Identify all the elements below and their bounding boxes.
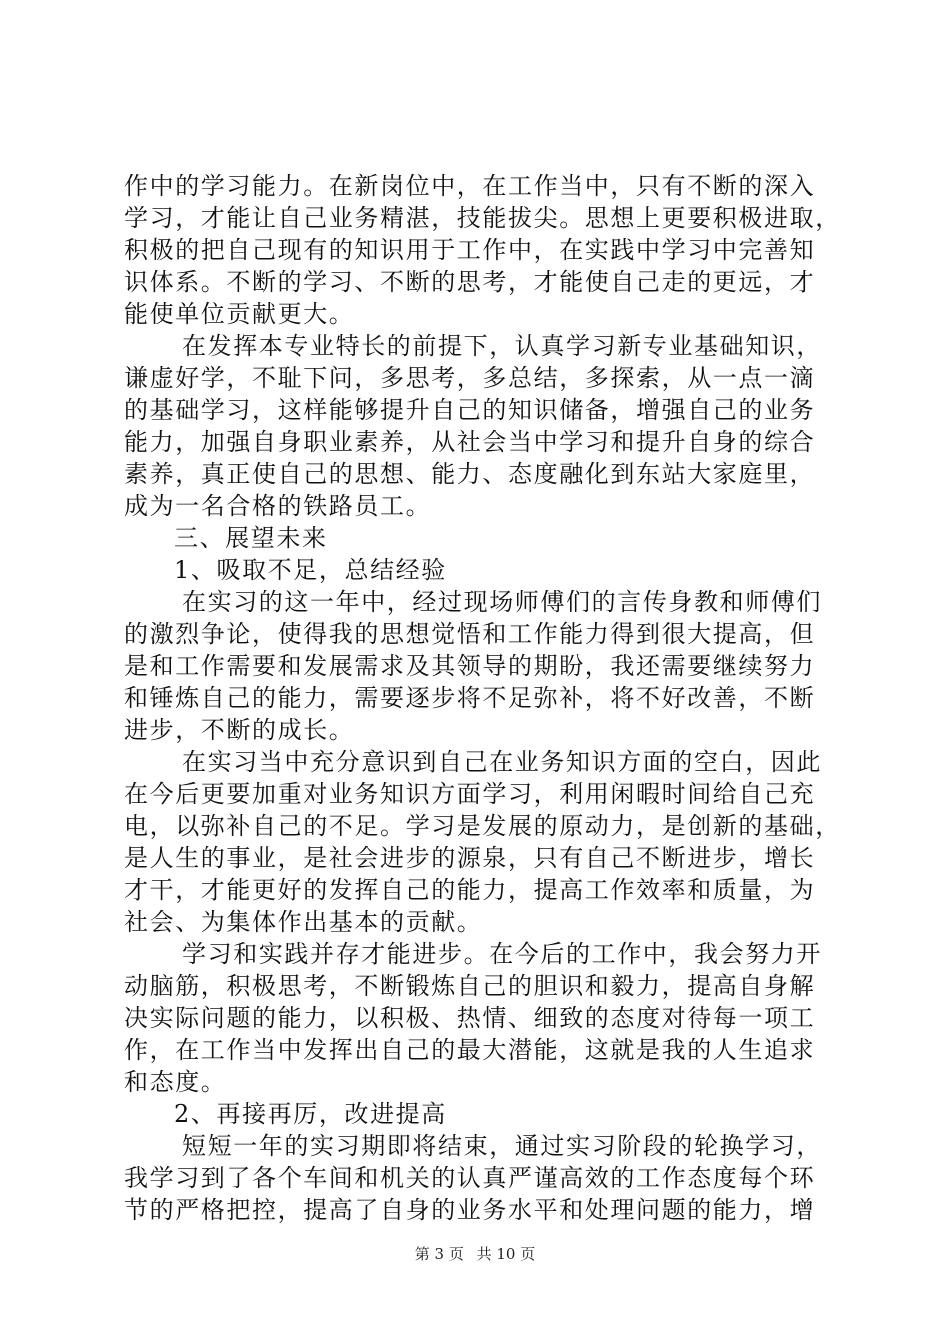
- text-line: 成为一名合格的铁路员工。: [124, 492, 432, 520]
- text-line: 短短一年的实习期即将结束，通过实习阶段的轮换学习，: [182, 1132, 822, 1160]
- page-total: 共 10 页: [476, 1245, 536, 1263]
- text-line: 作，在工作当中发挥出自己的最大潜能，这就是我的人生追求: [124, 1036, 816, 1064]
- text-line: 在实习的这一年中，经过现场师傅们的言传身教和师傅们: [182, 588, 822, 616]
- text-line: 在发挥本专业特长的前提下，认真学习新专业基础知识，: [182, 332, 822, 360]
- text-line: 进步，不断的成长。: [124, 716, 355, 744]
- text-line: 和态度。: [124, 1068, 227, 1096]
- text-line: 是和工作需要和发展需求及其领导的期盼，我还需要继续努力: [124, 652, 816, 680]
- text-line: 和锤炼自己的能力，需要逐步将不足弥补，将不好改善，不断: [124, 684, 816, 712]
- page-number: 第 3 页: [414, 1245, 464, 1263]
- text-line: 在今后更要加重对业务知识方面学习，利用闲暇时间给自己充: [124, 780, 816, 808]
- text-line: 决实际问题的能力，以积极、热情、细致的态度对待每一项工: [124, 1004, 816, 1032]
- text-line: 谦虚好学，不耻下问，多思考，多总结，多探索，从一点一滴: [124, 364, 816, 392]
- page-footer: [0, 1244, 950, 1264]
- text-line: 电，以弥补自己的不足。学习是发展的原动力，是创新的基础，: [124, 812, 841, 840]
- text-line: 识体系。不断的学习、不断的思考，才能使自己走的更远，才: [124, 268, 816, 296]
- text-line: 才干，才能更好的发挥自己的能力，提高工作效率和质量，为: [124, 876, 816, 904]
- text-line: 在实习当中充分意识到自己在业务知识方面的空白，因此: [182, 748, 822, 776]
- text-line: 的基础学习，这样能够提升自己的知识储备，增强自己的业务: [124, 396, 816, 424]
- text-line: 是人生的事业，是社会进步的源泉，只有自己不断进步，增长: [124, 844, 816, 872]
- text-line: 学习，才能让自己业务精湛，技能拔尖。思想上更要积极进取，: [124, 204, 841, 232]
- text-line: 社会、为集体作出基本的贡献。: [124, 908, 483, 936]
- text-line: 的激烈争论，使得我的思想觉悟和工作能力得到很大提高，但: [124, 620, 816, 648]
- text-line: 2、再接再厉，改进提高: [174, 1100, 447, 1128]
- text-line: 动脑筋，积极思考，不断锻炼自己的胆识和毅力，提高自身解: [124, 972, 816, 1000]
- text-line: 积极的把自己现有的知识用于工作中，在实践中学习中完善知: [124, 236, 816, 264]
- text-line: 1、吸取不足，总结经验: [174, 556, 447, 584]
- text-line: 学习和实践并存才能进步。在今后的工作中，我会努力开: [182, 940, 822, 968]
- text-line: 作中的学习能力。在新岗位中，在工作当中，只有不断的深入: [124, 172, 816, 200]
- text-line: 三、展望未来: [174, 524, 328, 552]
- text-line: 能使单位贡献更大。: [124, 300, 355, 328]
- document-body: [124, 170, 841, 1226]
- text-line: 节的严格把控，提高了自身的业务水平和处理问题的能力，增: [124, 1196, 816, 1224]
- text-line: 我学习到了各个车间和机关的认真严谨高效的工作态度每个环: [124, 1164, 816, 1192]
- text-line: 能力，加强自身职业素养，从社会当中学习和提升自身的综合: [124, 428, 816, 456]
- text-line: 素养，真正使自己的思想、能力、态度融化到东站大家庭里，: [124, 460, 816, 488]
